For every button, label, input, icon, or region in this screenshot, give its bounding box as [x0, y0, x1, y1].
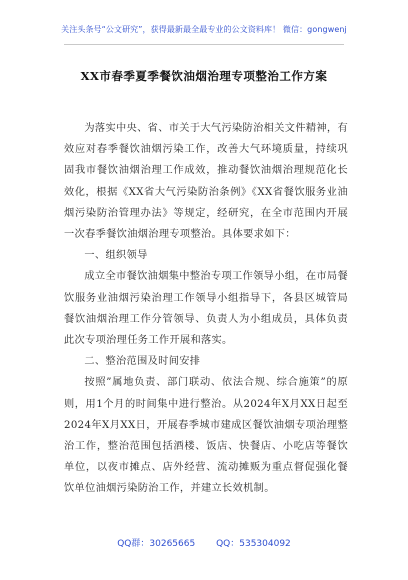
section-heading-organization: 一、组织领导: [84, 250, 148, 262]
header-divider: [64, 44, 344, 45]
footer-contacts: [0, 536, 408, 549]
intro-paragraph: 为落实中央、省、市关于大气污染防治相关文件精神，有效应对春季餐饮油烟污染工作，改善大气环境质量，持续巩固我市餐饮油烟治理工作成效，推动餐饮油烟治理规范化长效化，根据《XX省大气污染防治条例》《XX省餐饮服务业油烟污染防治管理办法》等规定，经研究，在全市范围内开展一次春季餐饮油烟治理专项整治。具体要求如下：: [64, 123, 348, 241]
footer-qq-number: QQ：535304092: [216, 539, 291, 549]
section-heading-scope-schedule: 二、整治范围及时间安排: [84, 356, 201, 368]
document-title: XX市春季夏季餐饮油烟治理专项整治工作方案: [80, 69, 328, 83]
organization-paragraph: 成立全市餐饮油烟集中整治专项工作领导小组，在市局餐饮服务业油烟污染治理工作领导小组指导下，各县区城管局餐饮油烟治理工作分管领导、负责人为小组成员，具体负责此次专项治理任务工作开展和落实。: [64, 271, 348, 347]
header-banner: 关注头条号“公文研究”，获得最新最全最专业的公文资料库！ 微信：gongwenj: [61, 25, 347, 34]
scope-schedule-paragraph: 按照”属地负责、部门联动、依法合规、综合施策”的原则，用1个月的时间集中进行整治。从2024年X月XX日起至2024年X月XX日，开展春季城市建成区餐饮油烟专项治理整治工作，整治范围包括酒楼、饭店、快餐店、小吃店等餐饮单位，以夜市摊点、店外经营、流动摊贩为重点督促强化餐饮单位油烟污染防治工作，并建立长效机制。: [64, 377, 348, 495]
footer-qq-group: QQ群：30265665: [117, 539, 196, 549]
document-body: [64, 118, 348, 500]
